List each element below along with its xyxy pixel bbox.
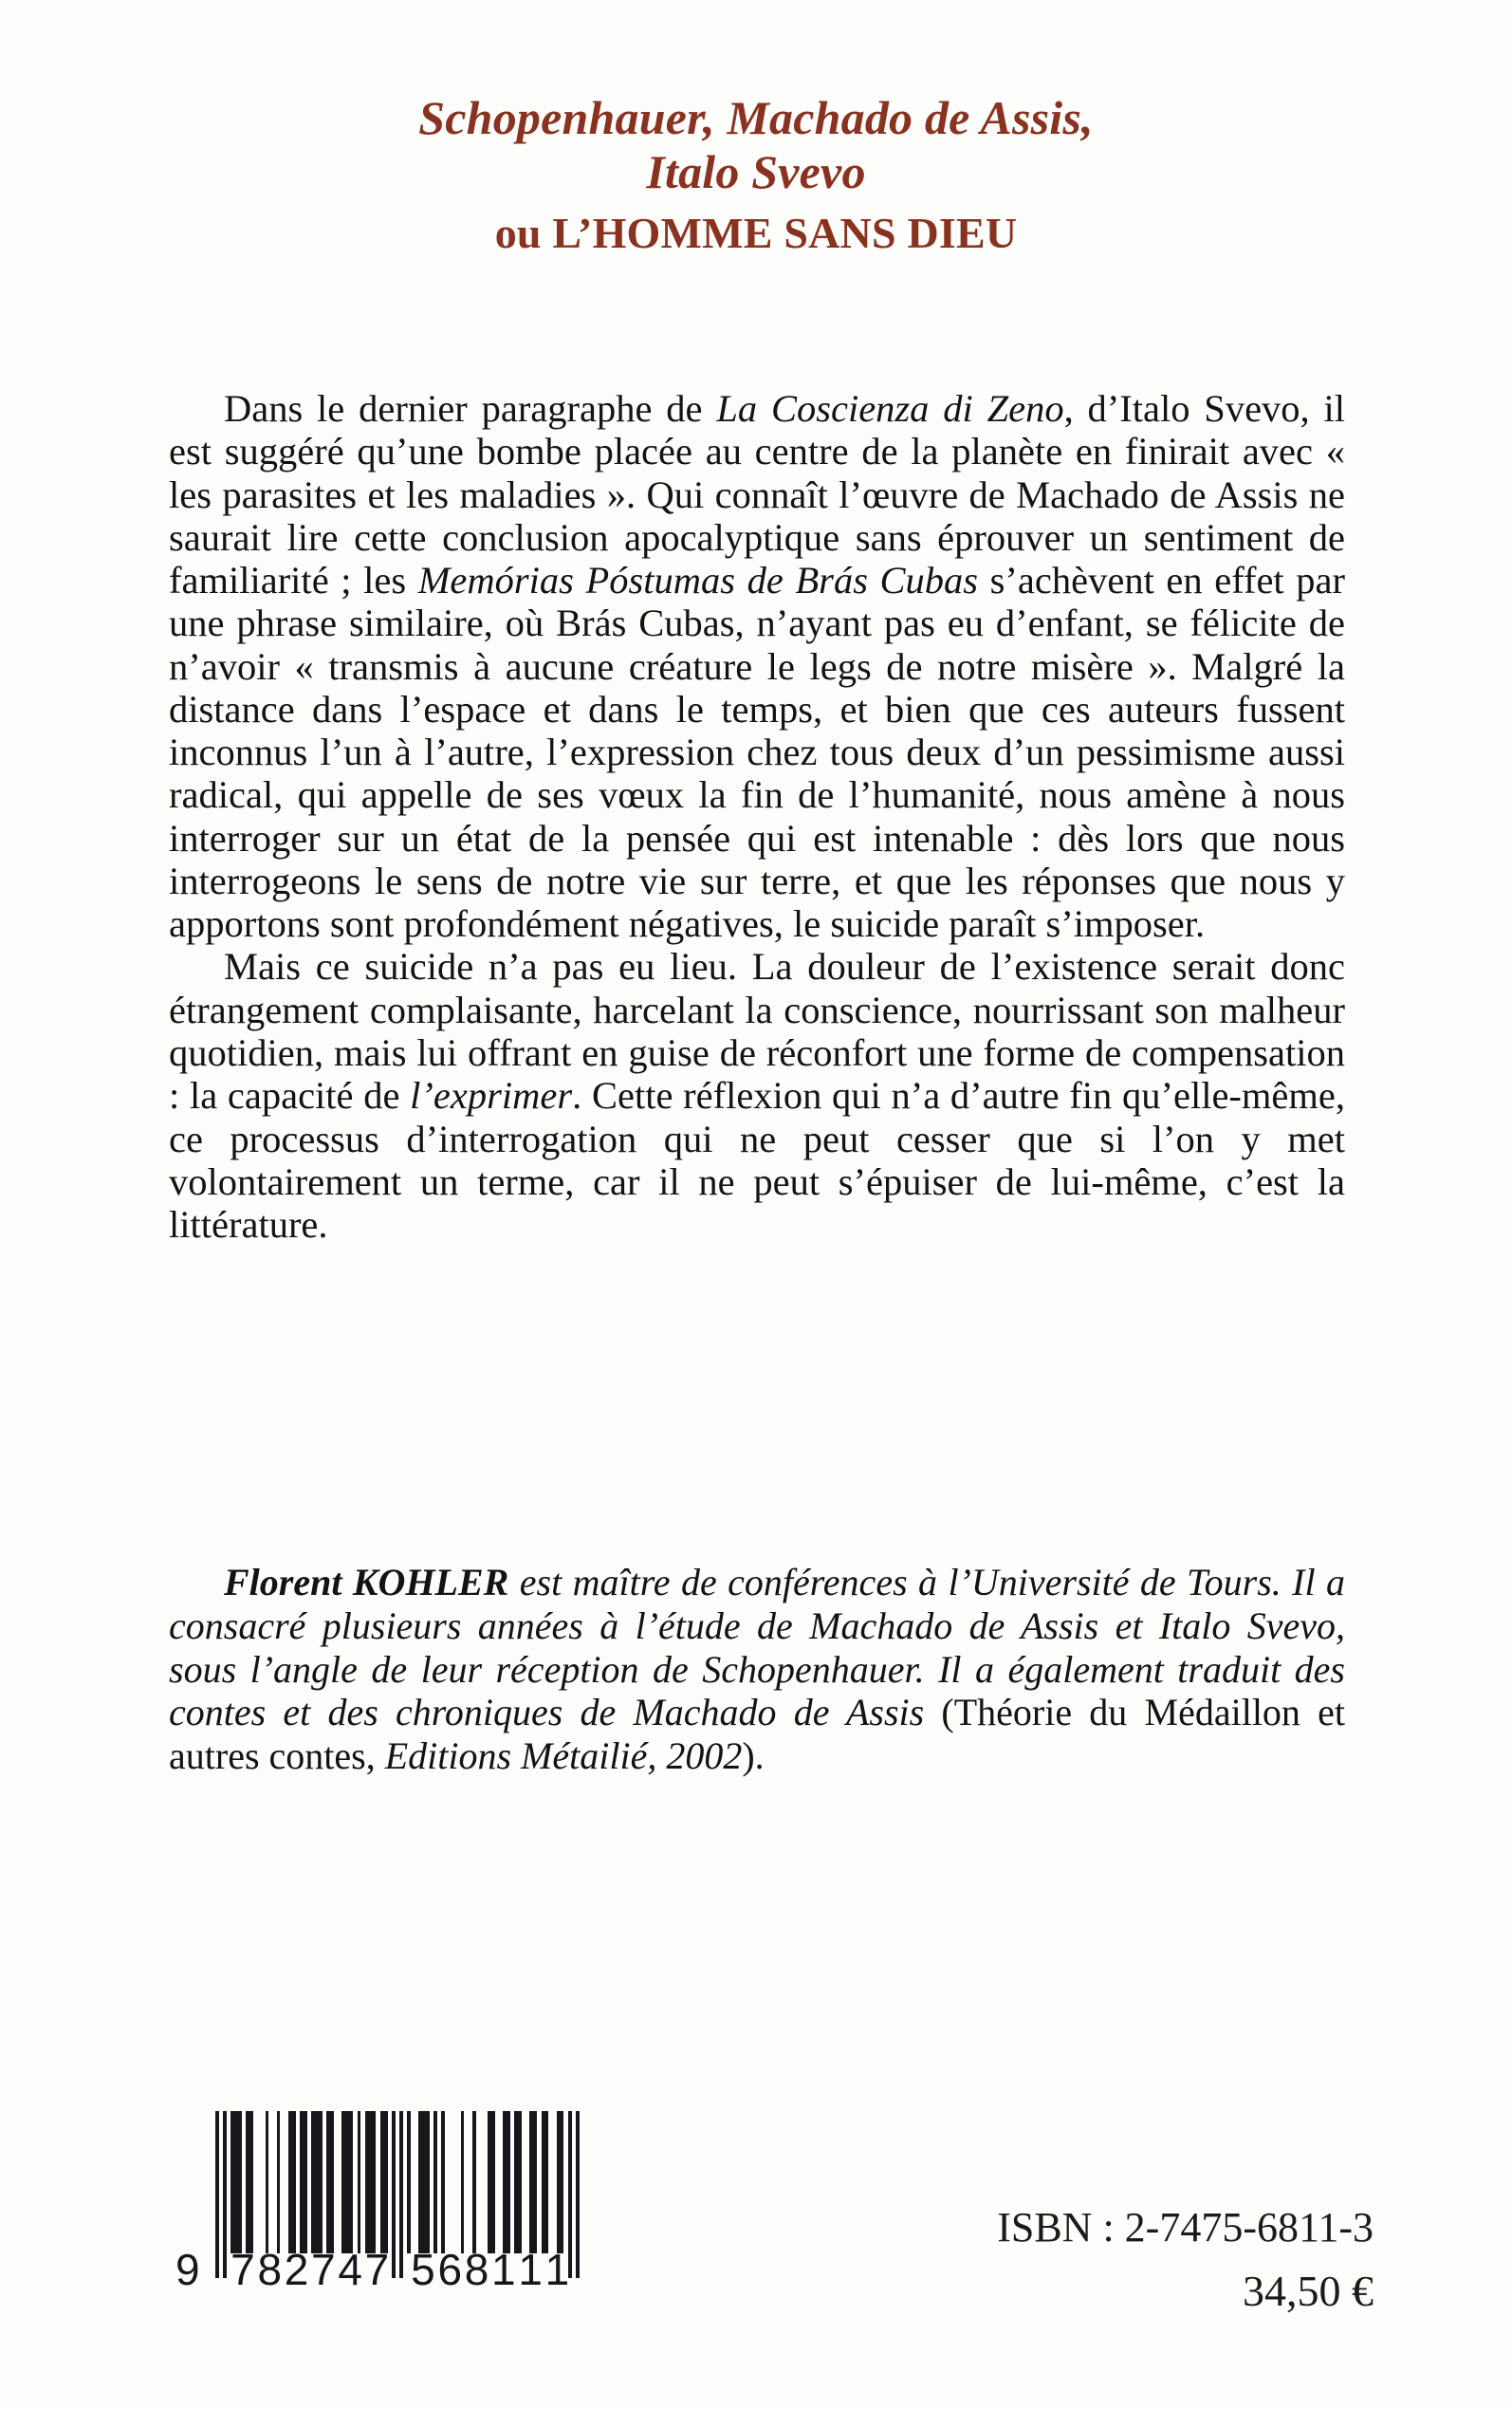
- blurb-text: [169, 387, 1345, 1246]
- title-block: [0, 91, 1512, 258]
- barcode-digit: 5: [411, 2245, 435, 2294]
- ean13-barcode: [175, 2111, 583, 2253]
- blurb-p2-seg2: . Cette réflexion qui n’a d’autre fin qu’elle-même, ce processus d’interrogation qui ne peut cesser que si l’on y met volontairement un terme, car il ne peut s’épuiser de lui-même, c’est la littérature.: [169, 1074, 1345, 1247]
- isbn-price-block: [997, 2201, 1374, 2320]
- barcode-digit: 7: [364, 2245, 390, 2294]
- barcode-digit: 8: [257, 2245, 283, 2294]
- blurb-paragraph-2: [169, 945, 1345, 1246]
- blurb-p1-seg1: Dans le dernier paragraphe de: [224, 387, 717, 430]
- barcode-digit: 1: [491, 2245, 516, 2294]
- barcode-digits: [175, 2244, 583, 2294]
- author-bio: [169, 1561, 1345, 1778]
- barcode-digit: 4: [338, 2245, 362, 2294]
- barcode-digit: 2: [284, 2245, 309, 2294]
- barcode-digit: 7: [230, 2245, 255, 2294]
- barcode-area: [175, 2111, 583, 2294]
- title-line-1: Schopenhauer, Machado de Assis,: [418, 91, 1094, 144]
- isbn-text: ISBN : 2-7475-6811-3: [997, 2204, 1374, 2251]
- title-subtitle-main: L’HOMME SANS DIEU: [552, 209, 1018, 257]
- author-name: Florent KOHLER: [224, 1561, 509, 1603]
- bio-seg-close: ).: [742, 1734, 765, 1778]
- title-line-3: [0, 209, 1512, 258]
- price-text: 34,50 €: [1243, 2267, 1374, 2316]
- book-title-memorias: Memórias Póstumas de Brás Cubas: [417, 559, 979, 602]
- bio-seg1: est maître de conférences à l’Université de Tours. Il a consacré plusieurs années à l’étude de Machado de Assis et Italo Svevo, sous l’angle de leur réception de Schopenhauer. Il a également traduit des contes et des chroniques de Machado de Assis: [169, 1561, 1345, 1734]
- book-title-coscienza: La Coscienza di Zeno: [716, 387, 1064, 430]
- barcode-digit: 1: [544, 2245, 570, 2294]
- barcode-digit: 7: [311, 2245, 336, 2294]
- emphasis-lexprimer: l’exprimer: [410, 1074, 573, 1118]
- title-subtitle-prefix: ou: [494, 209, 553, 257]
- author-bio-paragraph: [169, 1561, 1345, 1778]
- bio-publisher: Editions Métailié, 2002: [384, 1734, 743, 1778]
- barcode-digit: 8: [464, 2245, 489, 2294]
- bio-translation-title: (Théorie du Médaillon et autres contes,: [169, 1691, 1346, 1778]
- blurb-p2-seg1: Mais ce suicide n’a pas eu lieu. La douleur de l’existence serait donc étrangement complaisante, harcelant la conscience, nourrissant son malheur quotidien, mais lui offrant en guise de réconfort une forme de compensation : la capacité de: [169, 945, 1345, 1118]
- barcode-lead-digit: 9: [175, 2245, 200, 2294]
- blurb-paragraph-1: [169, 387, 1345, 945]
- blurb-p1-seg2: , d’Italo Svevo, il est suggéré qu’une bombe placée au centre de la planète en finirait avec « les parasites et les maladies ». Qui connaît l’œuvre de Machado de Assis ne saurait lire cette conclusion apocalyptique sans éprouver un sentiment de familiarité ; les: [169, 387, 1345, 602]
- blurb-p1-seg3: s’achèvent en effet par une phrase similaire, où Brás Cubas, n’ayant pas eu d’enfant, se félicite de n’avoir « transmis à aucune créature le legs de notre misère ». Malgré la distance dans l’espace et dans le temps, et bien que ces auteurs fussent inconnus l’un à l’autre, l’expression chez tous deux d’un pessimisme aussi radical, qui appelle de ses vœux la fin de l’humanité, nous amène à nous interroger sur un état de la pensée qui est intenable : dès lors que nous interrogeons le sens de notre vie sur terre, et que les réponses que nous y apportons sont profondément négatives, le suicide paraît s’imposer.: [169, 559, 1345, 946]
- barcode-digit: 6: [437, 2245, 463, 2294]
- title-line-2: Italo Svevo: [646, 145, 866, 198]
- barcode-digit: 1: [518, 2245, 543, 2294]
